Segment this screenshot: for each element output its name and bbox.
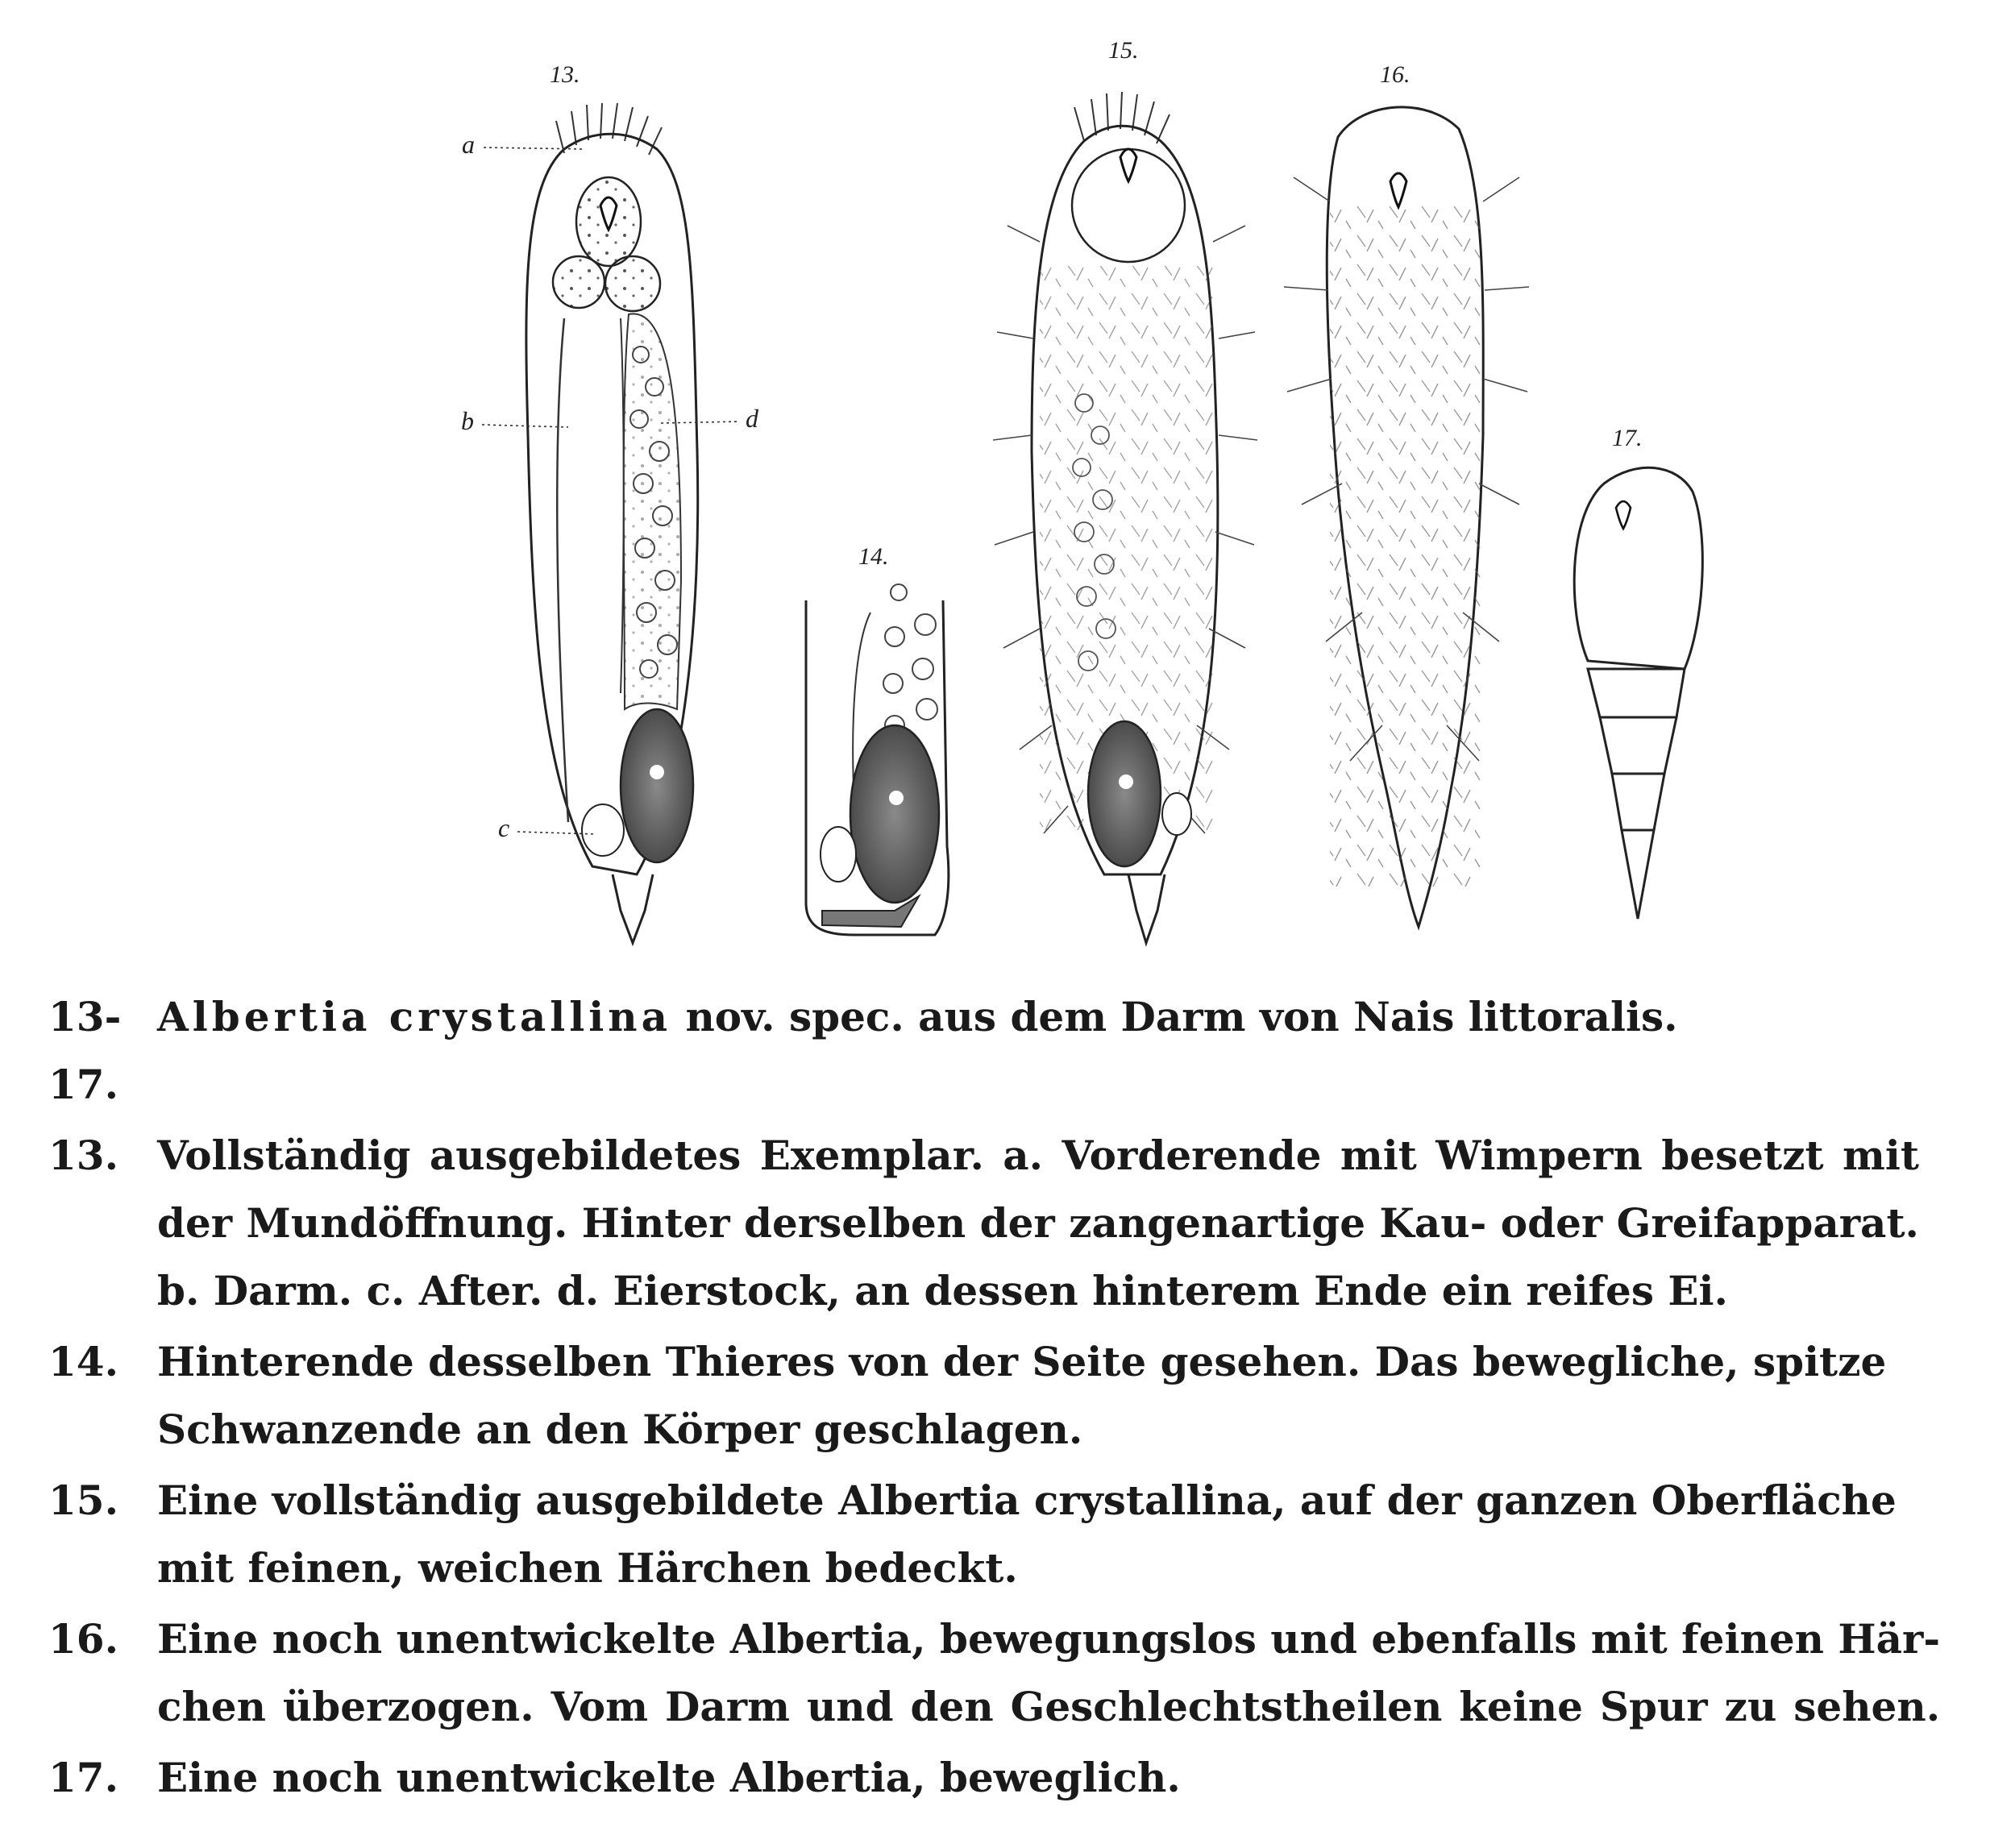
- legend-entry-13: [48, 1122, 1983, 1325]
- fig13-label-b: b: [461, 406, 474, 435]
- figure-16: [1284, 61, 1529, 927]
- figure-14: [806, 543, 949, 935]
- legend-heading-number: 13-17.: [48, 993, 122, 1108]
- fig13-label-c: c: [498, 813, 510, 842]
- legend-entry-15: [48, 1467, 1983, 1602]
- figure-16-number: 16.: [1380, 61, 1410, 88]
- figure-15-number: 15.: [1108, 37, 1139, 64]
- legend-entry-15-number: 15.: [48, 1476, 118, 1524]
- legend-entry-13-line-1: Vollständig ausgebildetes Exemplar. a. Vorderende mit Wimpern besetzt mit: [157, 1132, 1919, 1179]
- legend-entry-16-line-1: Eine noch unentwickelte Albertia, bewegungslos und ebenfalls mit feinen Här-: [157, 1615, 1941, 1663]
- legend-entry-13-line-2: der Mundöffnung. Hinter derselben der zangenartige Kau- oder Greifapparat.: [157, 1199, 1919, 1247]
- legend-heading: [48, 983, 1983, 1119]
- legend-entry-17-line-1: Eine noch unentwickelte Albertia, beweglich.: [157, 1754, 1181, 1801]
- legend-entry-16: [48, 1605, 1983, 1741]
- figure-17-number: 17.: [1612, 425, 1643, 451]
- legend-heading-genus: Albertia crystallina: [157, 993, 672, 1040]
- legend-entry-14-line-1: Hinterende desselben Thieres von der Seite gesehen. Das bewegliche, spitze: [157, 1338, 1887, 1385]
- figure-17: [1574, 425, 1702, 919]
- legend-entry-16-number: 16.: [48, 1615, 118, 1663]
- legend-entry-17-number: 17.: [48, 1754, 118, 1801]
- figure-14-number: 14.: [858, 543, 889, 570]
- legend-heading-rest: nov. spec. aus dem Darm von Nais littoralis.: [685, 993, 1678, 1040]
- fig17-head: [1574, 467, 1702, 669]
- fig13-label-d: d: [746, 404, 758, 433]
- legend-entry-14-number: 14.: [48, 1338, 118, 1385]
- figure-13-number: 13.: [550, 61, 580, 88]
- figure-legend: [48, 983, 1983, 1815]
- legend-entry-14: [48, 1328, 1983, 1464]
- figure-13: [461, 61, 759, 943]
- fig13-egg: [621, 709, 693, 862]
- legend-entry-13-number: 13.: [48, 1132, 118, 1179]
- fig13-cilia: [556, 103, 662, 155]
- legend-entry-17: [48, 1744, 1983, 1812]
- legend-entry-15-line-2: mit feinen, weichen Härchen bedeckt.: [157, 1544, 1018, 1592]
- legend-entry-15-line-1: Eine vollständig ausgebildete Albertia crystallina, auf der ganzen Oberfläche: [157, 1476, 1897, 1524]
- legend-heading-text: [157, 983, 1678, 1051]
- legend-entry-14-line-2: Schwanzende an den Körper geschlagen.: [157, 1406, 1083, 1453]
- figure-15: [993, 37, 1257, 943]
- fig14-egg: [850, 725, 939, 903]
- fig15-egg: [1088, 721, 1161, 866]
- legend-entry-13-line-3: b. Darm. c. After. d. Eierstock, an dessen hinterem Ende ein reifes Ei.: [157, 1267, 1728, 1314]
- legend-entry-16-line-2: chen überzogen. Vom Darm und den Geschlechtstheilen keine Spur zu sehen.: [157, 1683, 1941, 1730]
- fig13-label-a: a: [462, 130, 475, 159]
